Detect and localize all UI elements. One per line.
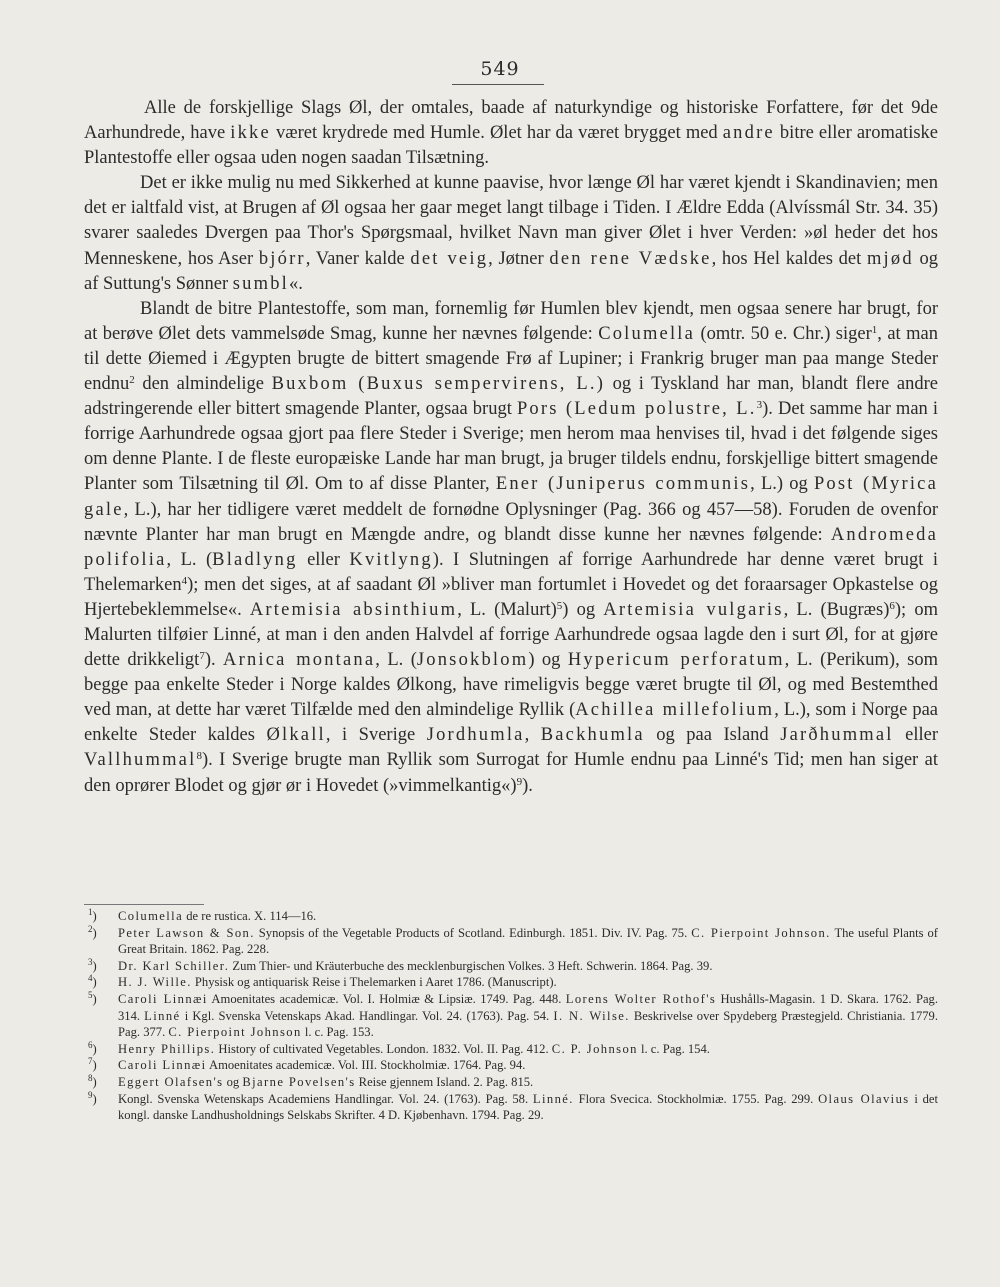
footnote-mark: $^2$) bbox=[88, 923, 97, 940]
footnote-text: Bjarne Povelsen's bbox=[242, 1074, 356, 1089]
footnote-8 bbox=[84, 1074, 938, 1091]
footnote-text: Beskrivelse over Spydeberg Præstegjeld. Christiania. 1779. Pag. 377. bbox=[118, 1008, 938, 1040]
page-number: 549 bbox=[480, 58, 520, 80]
footnote-mark: $^3$) bbox=[88, 956, 97, 973]
footnote-text: Reise gjennem Island. 2. Pag. 815. bbox=[355, 1074, 534, 1089]
footnote-rule bbox=[84, 904, 204, 905]
footnote-ref: 3 bbox=[756, 399, 763, 412]
footnote-text: History of cultivated Vegetables. London. 1832. Vol. II. Pag. 412. bbox=[215, 1041, 552, 1056]
footnotes bbox=[84, 908, 938, 1124]
footnote-5 bbox=[84, 991, 938, 1041]
footnote-text: Caroli Linnæi bbox=[118, 1058, 207, 1073]
footnote-ref: 2 bbox=[129, 374, 135, 387]
footnote-text: Lorens Wolter Rothof's bbox=[565, 991, 717, 1006]
footnote-text: H. J. Wille. bbox=[118, 975, 192, 990]
footnote-text: Caroli Linnæi bbox=[118, 991, 208, 1006]
page-number-rule bbox=[452, 84, 544, 85]
footnote-text: Columella bbox=[118, 909, 184, 923]
footnote-text: Henry Phillips. bbox=[118, 1041, 216, 1056]
footnote-text: Olaus Olavius bbox=[818, 1091, 910, 1106]
footnote-text: C. Pierpoint Johnson. bbox=[691, 925, 831, 940]
footnote-mark: $^4$) bbox=[88, 973, 97, 990]
footnote-text: l. c. Pag. 154. bbox=[637, 1041, 710, 1056]
footnote-7 bbox=[84, 1057, 938, 1074]
footnote-text: i det kongl. danske Landhusholdnings Selskabs Skrifter. 4 D. Kjøbenhavn. 1794. Pag. 29. bbox=[118, 1091, 938, 1123]
paragraph-3: Blandt de bitre Plantestoffe, som man, fornemlig før Humlen blev kjendt, men ogsaa senere har brugt, for at berøve Ølet dets vammelsøde Smag, kunne her nævnes følgende: Columella (omtr. 50 e. Chr.) siger$^1$, at man til dette Øiemed i Ægypten brugte de bittert smagende Frø af Lupiner; i Frankrig bruger man paa mange Steder endnu$^2$ den almindelige Buxbom (Buxus sempervirens, L.) og i Tyskland har man, blandt flere andre adstringerende eller bittert smagende Planter, ogsaa brugt Pors (Ledum polustre, L.$^3$). Det samme har man i forrige Aarhundrede ogsaa gjort paa flere Steder i Sverige; men herom maa henvises til, hvad i det følgende siges om denne Plante. I de fleste europæiske Lande har man brugt, ja bruger tildels endnu, forskjellige bittert smagende Planter som Tilsætning til Øl. Om to af disse Planter, Ener (Juniperus communis, L.) og Post (Myrica gale, L.), har her tidligere været meddelt de fornødne Oplysninger (Pag. 366 og 457—58). Foruden de ovenfor nævnte Planter har man brugt en Mængde andre, og blandt disse kunne her nævnes følgende: Andromeda polifolia, L. (Bladlyng eller Kvitlyng). I Slutningen af forrige Aarhundrede har denne været brugt i Thelemarken$^4$); men det siges, at af saadant Øl »bliver man fortumlet i Hovedet og det foraarsager Opkastelse og Hjertebeklemmelse«. Artemisia absinthium, L. (Malurt)$^5$) og Artemisia vulgaris, L. (Bugræs)$^6$); om Malurten tilføier Linné, at man i den anden Halvdel af forrige Aarhundrede ogsaa lagde den i surt Øl, for at gjøre dette drikkeligt$^7$). Arnica montana, L. (Jonsokblom) og Hypericum perforatum, L. (Perikum), som begge paa enkelte Steder i Norge kaldes Ølkong, have rimeligvis begge været brugte til Øl, og med Bestemthed ved man, at dette har været Tilfælde med den almindelige Ryllik (Achillea millefolium, L.), som i Norge paa enkelte Steder kaldes Ølkall, i Sverige Jordhumla, Backhumla og paa Island Jarðhummal eller Vallhummal$^8$). I Sverige brugte man Ryllik som Surrogat for Humle endnu paa Linné's Tid; men han siger at den oprører Blodet og gjør ør i Hovedet (»vimmelkantig«)$^9$). bbox=[84, 298, 939, 796]
footnote-text: Hushålls-Magasin. 1 D. Skara. 1762. Pag. 314. bbox=[118, 991, 938, 1023]
footnote-text: Linné bbox=[144, 1008, 181, 1023]
footnote-text: Zum Thier- und Kräuterbuche des mecklenburgischen Volkes. 3 Heft. Schwerin. 1864. Pag. 39. bbox=[229, 958, 713, 973]
footnote-1 bbox=[84, 908, 938, 925]
footnote-mark: $^8$) bbox=[88, 1072, 97, 1089]
footnote-2 bbox=[84, 925, 938, 958]
footnote-ref: 1 bbox=[871, 323, 878, 336]
footnote-text: C. Pierpoint Johnson bbox=[168, 1025, 302, 1040]
footnote-text: Amoenitates academicæ. Vol. I. Holmiæ & Lipsiæ. 1749. Pag. 448. bbox=[207, 991, 566, 1006]
paragraph-2: Det er ikke mulig nu med Sikkerhed at kunne paavise, hvor længe Øl har været kjendt i Skandinavien; men det er ialtfald vist, at Brugen af Øl ogsaa her gaar meget langt tilbage i Tiden. I Ældre Edda (Alvíssmál Str. 34. 35) svarer saaledes Dvergen paa Thor's Spørgsmaal, hvilket Navn man giver Ølet i hver Verden: »øl heder det hos Menneskene, hos Aser bjórr, Vaner kalde det veig, Jøtner den rene Vædske, hos Hel kaldes det mjød og af Suttung's Sønner sumbl«. bbox=[84, 173, 939, 294]
footnote-text: Synopsis of the Vegetable Products of Scotland. Edinburgh. 1851. Div. IV. Pag. 75. bbox=[254, 925, 692, 940]
footnote-ref: 5 bbox=[556, 599, 563, 612]
footnote-text: I. N. Wilse. bbox=[553, 1008, 630, 1023]
footnote-6 bbox=[84, 1041, 938, 1058]
footnote-mark: $^1$) bbox=[88, 907, 97, 923]
footnote-text: Kongl. Svenska Wetenskaps Academiens Handlingar. Vol. 24. (1763). Pag. 58. bbox=[118, 1091, 533, 1106]
footnote-ref: 6 bbox=[889, 599, 895, 612]
footnote-text: i Kgl. Svenska Vetenskaps Akad. Handlingar. Vol. 24. (1763). Pag. 54. bbox=[180, 1008, 554, 1023]
footnote-text: Peter Lawson & Son. bbox=[118, 925, 255, 940]
footnote-mark: $^5$) bbox=[88, 989, 97, 1006]
footnote-text: Dr. Karl Schiller. bbox=[118, 958, 230, 973]
footnote-ref: 7 bbox=[199, 650, 205, 663]
footnote-mark: $^9$) bbox=[88, 1089, 97, 1106]
footnote-text: Eggert Olafsen's bbox=[118, 1074, 224, 1089]
footnote-mark: $^7$) bbox=[88, 1056, 97, 1073]
footnote-ref: 4 bbox=[181, 574, 188, 587]
footnote-text: og bbox=[223, 1074, 243, 1089]
footnote-3 bbox=[84, 958, 938, 975]
paragraph-1: Alle de forskjellige Slags Øl, der omtales, baade af naturkyndige og historiske Forfattere, før det 9de Aarhundrede, have ikke været krydrede med Humle. Ølet har da været brygget med andre bitre eller aromatiske Plantestoffe eller ogsaa uden nogen saadan Tilsætning. bbox=[84, 98, 938, 169]
footnote-text: Linné. bbox=[532, 1091, 574, 1106]
footnote-text: Flora Svecica. Stockholmiæ. 1755. Pag. 299. bbox=[573, 1091, 819, 1106]
footnote-text: Physisk og antiquarisk Reise i Thelemarken i Aaret 1786. (Manuscript). bbox=[191, 975, 557, 990]
footnote-4 bbox=[84, 974, 938, 991]
footnote-text: l. c. Pag. 153. bbox=[301, 1025, 374, 1040]
footnote-text: The useful Plants of Great Britain. 1862. Pag. 228. bbox=[118, 925, 938, 957]
footnote-ref: 8 bbox=[196, 750, 202, 763]
footnote-ref: 9 bbox=[516, 775, 523, 788]
footnote-mark: $^6$) bbox=[88, 1039, 97, 1056]
footnote-text: C. P. Johnson bbox=[551, 1041, 638, 1056]
footnote-9 bbox=[84, 1091, 938, 1124]
footnote-text: de re rustica. X. 114—16. bbox=[183, 909, 317, 923]
footnote-text: Amoenitates academicæ. Vol. III. Stockholmiæ. 1764. Pag. 94. bbox=[206, 1058, 526, 1073]
body-text bbox=[84, 96, 938, 799]
